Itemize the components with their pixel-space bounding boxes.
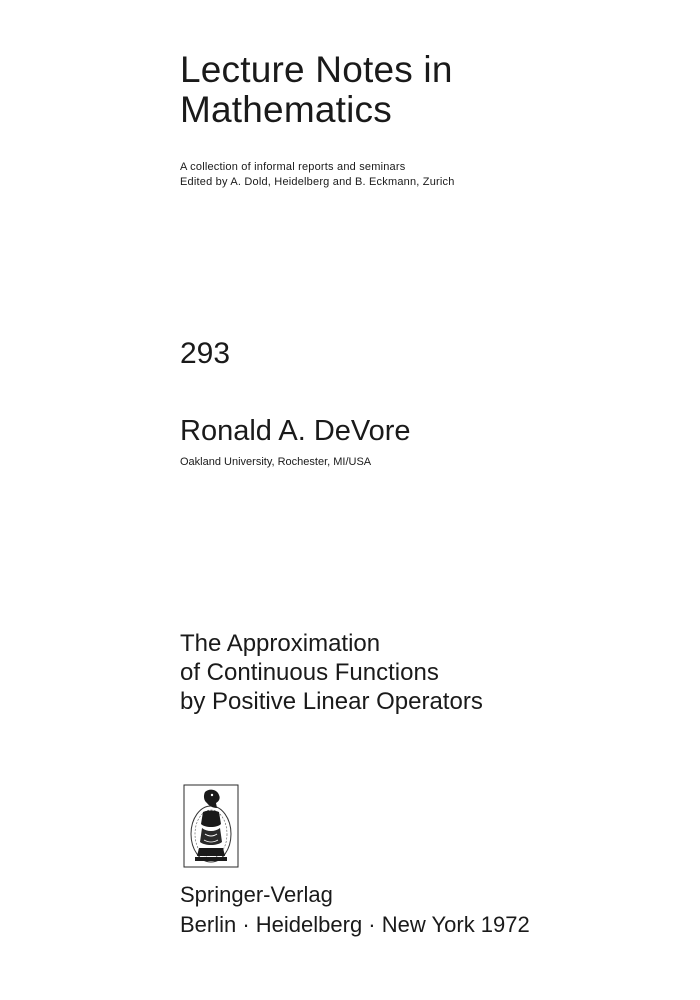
series-title-line-2: Mathematics <box>180 89 392 130</box>
author-affiliation: Oakland University, Rochester, MI/USA <box>180 456 372 468</box>
book-title <box>180 629 483 716</box>
series-title <box>180 50 453 130</box>
book-title-line-3: by Positive Linear Operators <box>180 688 483 715</box>
book-title-line-1: The Approximation <box>180 630 381 657</box>
series-editors: Edited by A. Dold, Heidelberg and B. Eckmann, Zurich <box>180 176 455 188</box>
series-title-line-1: Lecture Notes in <box>180 49 453 90</box>
publisher-cities-year: Berlin · Heidelberg · New York 1972 <box>180 912 530 937</box>
series-description <box>180 160 455 190</box>
volume-number: 293 <box>180 337 231 370</box>
springer-knight-chess-piece-icon <box>183 784 239 868</box>
book-title-line-2: of Continuous Functions <box>180 659 439 686</box>
publisher <box>180 880 530 940</box>
author-name: Ronald A. DeVore <box>180 415 411 447</box>
series-subtitle: A collection of informal reports and seminars <box>180 161 406 173</box>
publisher-name: Springer-Verlag <box>180 882 333 907</box>
